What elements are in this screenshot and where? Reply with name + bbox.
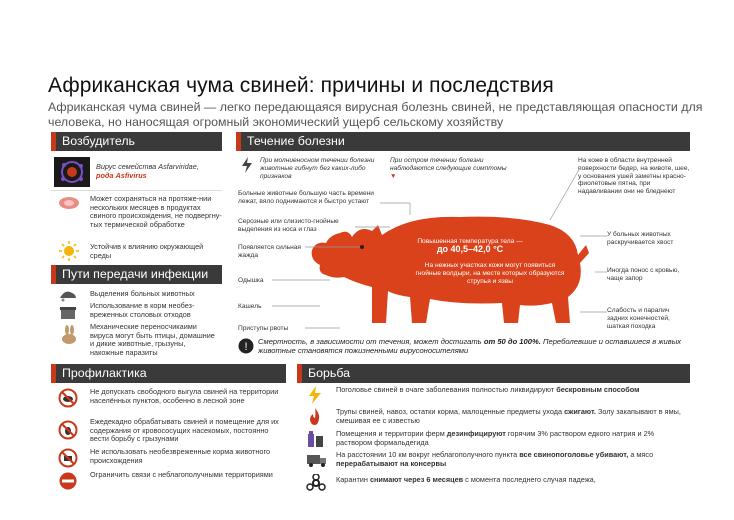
prevention-item: Не использовать необезвреженные корма животного происхождения [90, 447, 271, 465]
section-title: Возбудитель [62, 134, 136, 148]
symptom-label: Кашель [238, 303, 262, 310]
lightning-icon [241, 157, 253, 178]
control-emphasis: дезинфицируют [446, 429, 506, 438]
truck-icon [306, 452, 328, 473]
rabbit-bird-icon [58, 324, 80, 351]
symptom-label: Серозные или слизисто-гнойные выделения из носа и глаз [238, 218, 339, 233]
virus-family-text [96, 163, 221, 180]
svg-text:!: ! [244, 341, 248, 353]
temperature-label: Повышенная температура тела — [417, 238, 523, 245]
no-feed-icon [58, 448, 78, 473]
header-accent [51, 364, 56, 383]
acute-course-label: При остром течении болезни наблюдаются следующие симптомы [390, 157, 507, 172]
biohazard-icon [306, 474, 326, 497]
section-title: Профилактика [62, 366, 147, 380]
control-text: На расстоянии 10 км вокруг неблагополучного пункта [336, 450, 520, 459]
section-header-prevention [51, 364, 286, 383]
insect-icon [58, 420, 78, 445]
page-title: Африканская чума свиней: причины и последствия [48, 74, 554, 97]
control-emphasis: перерабатывают на консервы [336, 458, 447, 468]
virus-icon [54, 157, 90, 187]
disinfectant-bottles-icon [306, 430, 326, 453]
page-subtitle: Африканская чума свиней — легко передающаяся вирусная болезнь свиней, не представляющая опасности для человека, но наносящая огромный экономический ущерб сельскому хозяйству [48, 100, 703, 129]
control-item [336, 386, 686, 395]
section-header-course [236, 132, 690, 151]
section-header-pathogen [51, 132, 222, 151]
symptom-label: На коже в области внутренней поверхности бедер, на животе, шее, у основания ушей заметны красно-фиолетовые пятна, при надавливании они не бледнеют [578, 157, 690, 196]
temperature-value: до 40,5–42,0 °C [436, 243, 504, 254]
symptom-label: Приступы рвоты [238, 325, 289, 332]
control-text: с момента последнего случая падежа, [463, 475, 596, 484]
header-accent [297, 364, 302, 383]
header-accent [236, 132, 241, 151]
no-pig-icon [58, 388, 78, 413]
transmission-item: Механические переносчикаими вируса могут быть птицы, домашние и дикие животные, грызуны, накожные паразиты [90, 322, 215, 357]
control-text: Поголовье свиней в очаге заболевания полностью ликвидируют [336, 385, 557, 394]
leader-lines-right [540, 160, 610, 330]
control-text: Помещения и территории ферм [336, 429, 447, 438]
transmission-item: Выделения больных животных [90, 289, 195, 298]
control-item [336, 451, 686, 468]
symptom-label: Слабость и паралич задних конечностей, шаткая походка [607, 307, 670, 330]
mortality-carriers: Переболевшие и оставшиеся в живых животные становятся пожизненными вирусоносителями [258, 337, 682, 356]
arrow-down-icon: ▼ [390, 172, 397, 180]
control-emphasis: снимают через 6 месяцев [369, 475, 464, 484]
transmission-item: Использование в корм необез-вреженных столовых отходов [90, 301, 195, 319]
section-title: Течение болезни [247, 134, 345, 148]
control-emphasis: бескровным способом [556, 385, 640, 394]
control-emphasis: сжигают. [564, 407, 596, 416]
skin-blisters-text: На нежных участках кожи могут появиться гнойные волдыри, на месте которых образуются струпья и язвы [415, 262, 565, 285]
pathogen-resistance-text: Устойчив к влиянию окружающей среды [90, 242, 204, 260]
control-text: а мясо [628, 450, 654, 459]
control-emphasis: все свинопоголовье убивают, [519, 450, 629, 459]
section-title: Борьба [308, 366, 351, 380]
leader-lines-left [230, 185, 430, 335]
pathogen-persistence-text: Может сохраняться на протяже-нии нескольких месяцев в продуктах свиного происхождения, не подвергну-тых термической обработке [90, 194, 222, 229]
ham-icon [58, 196, 80, 215]
section-header-transmission [51, 265, 222, 284]
control-text: Трупы свиней, навоз, остатки корма, малоценные предметы ухода [336, 407, 565, 416]
acute-course-text [390, 157, 510, 180]
symptom-label: Появляется сильная жажда [238, 244, 301, 259]
control-text: горячим 3% раствором едкого натрия и 2% раствором формальдегида [336, 429, 655, 447]
control-item [336, 476, 686, 485]
symptom-label: Иногда понос с кровью, чаще запор [607, 267, 680, 282]
section-header-control [297, 364, 690, 383]
mortality-rate: от 50 до 100%. [483, 337, 541, 346]
control-item [336, 408, 686, 425]
virus-family: Вирус семейства Asfarviridae, [96, 162, 199, 171]
prevention-item: Не допускать свободного выгула свиней на территории населённых пунктов, особенно в лесной зоне [90, 387, 279, 405]
control-text: Золу закапывают в ямы, смешивая ее с известью [336, 407, 681, 425]
symptom-label: У больных животных раскручивается хвост [607, 231, 674, 246]
control-item [336, 430, 686, 447]
no-entry-icon [58, 471, 78, 496]
prevention-item: Ограничить связи с неблагополучными территориями [90, 470, 273, 479]
virus-genus: рода Asfivirus [96, 170, 147, 180]
mortality-text: Смертность, в зависимости от течения, может достигать [258, 337, 482, 346]
header-accent [51, 132, 56, 151]
lightning-course-text: При молниеносном течении болезни животные гибнут без каких-либо признаков [260, 157, 375, 180]
symptom-label: Больные животные большую часть времени лежат, вяло поднимаются и быстро устают [238, 190, 374, 205]
sun-icon [58, 240, 80, 267]
symptom-label: Одышка [238, 277, 264, 284]
lightning-icon [308, 386, 322, 409]
prevention-item: Ежедекадно обрабатывать свиней и помещение для их содержания от кровососущих насекомых, постоянно вести борьбу с грызунами [90, 417, 279, 444]
mortality-note [258, 337, 690, 355]
divider [51, 190, 222, 191]
control-text: Карантин [336, 475, 370, 484]
food-waste-icon [58, 304, 78, 325]
header-accent [51, 265, 56, 284]
section-title: Пути передачи инфекции [62, 267, 209, 281]
skull-icon [238, 338, 254, 359]
fire-icon [308, 408, 322, 431]
